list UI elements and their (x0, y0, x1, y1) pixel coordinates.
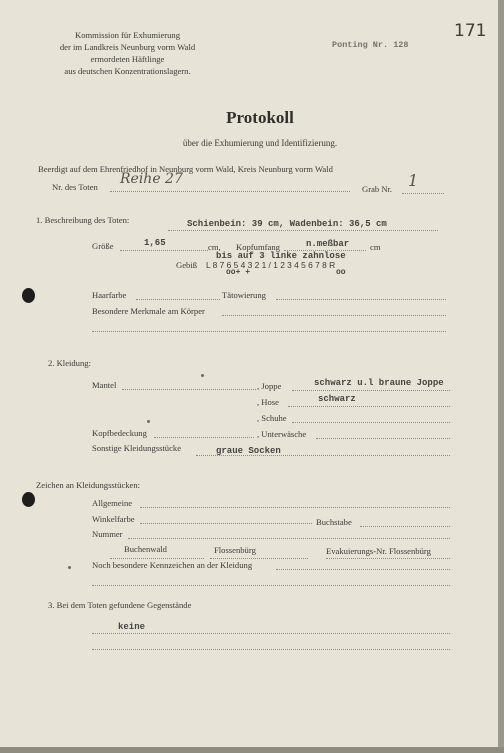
document-title: Protokoll (226, 108, 294, 127)
fill-line (210, 558, 308, 559)
trousers-label: , Hose (257, 397, 279, 407)
archive-number: 171 (454, 21, 487, 41)
markings-heading: Zeichen an Kleidungsstücken: (36, 480, 141, 490)
dentition-label: Gebiß (176, 260, 198, 270)
paper-speck (68, 566, 71, 569)
page-edge-shadow (0, 747, 504, 753)
document-subtitle: über die Exhumierung und Identifizierung. (182, 138, 338, 148)
head-circumference-label: Kopfumfang (236, 242, 280, 252)
evacuation-number-label: Evakuierungs-Nr. Flossenbürg (326, 546, 431, 556)
paper-speck (147, 420, 150, 423)
fill-line (168, 230, 438, 231)
body-features-label: Besondere Merkmale am Körper (92, 306, 205, 316)
dead-number-label: Nr. des Toten (52, 182, 98, 192)
fill-line (222, 315, 446, 316)
fill-line (316, 438, 450, 439)
dentition-chart: L 8 7 6 5 4 3 2 1 / 1 2 3 4 5 6 7 8 R (206, 260, 336, 270)
flossenbuerg-label: Flossenbürg (214, 545, 256, 555)
fill-line (92, 649, 450, 650)
fill-line (154, 437, 254, 438)
punch-hole (22, 288, 35, 303)
commission-line: ermordeten Häftlinge (90, 54, 165, 64)
fill-line (292, 422, 450, 423)
fill-line (92, 585, 450, 586)
fill-line (140, 523, 312, 524)
bone-measurements: Schienbein: 39 cm, Wadenbein: 36,5 cm (187, 219, 387, 229)
triangle-color-label: Winkelfarbe (92, 514, 135, 524)
fill-line (276, 569, 450, 570)
general-label: Allgemeine (92, 498, 133, 508)
punch-hole (22, 492, 35, 507)
burial-place-text: Beerdigt auf dem Ehrenfriedhof in Neunburg vorm Wald, Kreis Neunburg vorm Wald (38, 164, 333, 174)
fill-line (140, 507, 450, 508)
grave-number-label: Grab Nr. (362, 184, 393, 194)
coat-label: Mantel (92, 380, 117, 390)
fill-line (128, 538, 450, 539)
trousers-value: schwarz (318, 394, 356, 404)
fill-line (360, 526, 450, 527)
teeth-note: bis auf 3 linke zahnlose (216, 251, 346, 261)
grave-number-value: 1 (408, 171, 419, 190)
other-clothes-value: graue Socken (216, 446, 281, 456)
underwear-label: , Unterwäsche (257, 429, 307, 439)
cm-unit: cm, (208, 242, 221, 252)
fill-line (292, 390, 450, 391)
section2-heading: 2. Kleidung: (48, 358, 91, 368)
fill-line (122, 389, 256, 390)
fill-line (110, 558, 204, 559)
commission-line: Kommission für Exhumierung (74, 30, 181, 40)
headwear-label: Kopfbedeckung (92, 428, 147, 438)
fill-line (92, 633, 450, 634)
stamp-text: Ponting Nr. 128 (332, 40, 409, 50)
jacket-label: , Joppe (257, 381, 282, 391)
commission-line: der im Landkreis Neunburg vorm Wald (59, 42, 196, 52)
found-items-value: keine (118, 622, 146, 632)
letter-label: Buchstabe (316, 517, 352, 527)
fill-line (136, 299, 220, 300)
tattoo-label: Tätowierung (222, 290, 266, 300)
fill-line (326, 558, 450, 559)
page-edge-shadow (498, 0, 504, 753)
fill-line (196, 455, 450, 456)
head-circumference-value: n.meßbar (306, 239, 350, 249)
fill-line (110, 191, 350, 192)
fill-line (288, 406, 450, 407)
other-clothes-label: Sonstige Kleidungsstücke (92, 443, 182, 453)
number-label: Nummer (92, 529, 123, 539)
dentition-marks-left: oo+ + (226, 268, 251, 277)
fill-line (120, 250, 208, 251)
section3-heading: 3. Bei dem Toten gefundene Gegenstände (48, 600, 192, 610)
paper-speck (201, 374, 204, 377)
height-value: 1,65 (144, 238, 166, 248)
fill-line (92, 331, 446, 332)
section1-heading: 1. Beschreibung des Toten: (36, 215, 130, 225)
fill-line (402, 193, 444, 194)
commission-line: aus deutschen Konzentrationslagern. (64, 66, 191, 76)
cm-unit: cm (370, 242, 381, 252)
fill-line (276, 299, 446, 300)
buchenwald-label: Buchenwald (124, 544, 167, 554)
height-label: Größe (92, 241, 114, 251)
hair-color-label: Haarfarbe (92, 290, 127, 300)
other-markings-label: Noch besondere Kennzeichen an der Kleidung (92, 560, 253, 570)
jacket-value: schwarz u.l braune Joppe (314, 378, 444, 388)
shoes-label: , Schuhe (257, 413, 287, 423)
dentition-marks-right: oo (336, 268, 346, 277)
dead-number-value: Reihe 27 (120, 171, 183, 187)
